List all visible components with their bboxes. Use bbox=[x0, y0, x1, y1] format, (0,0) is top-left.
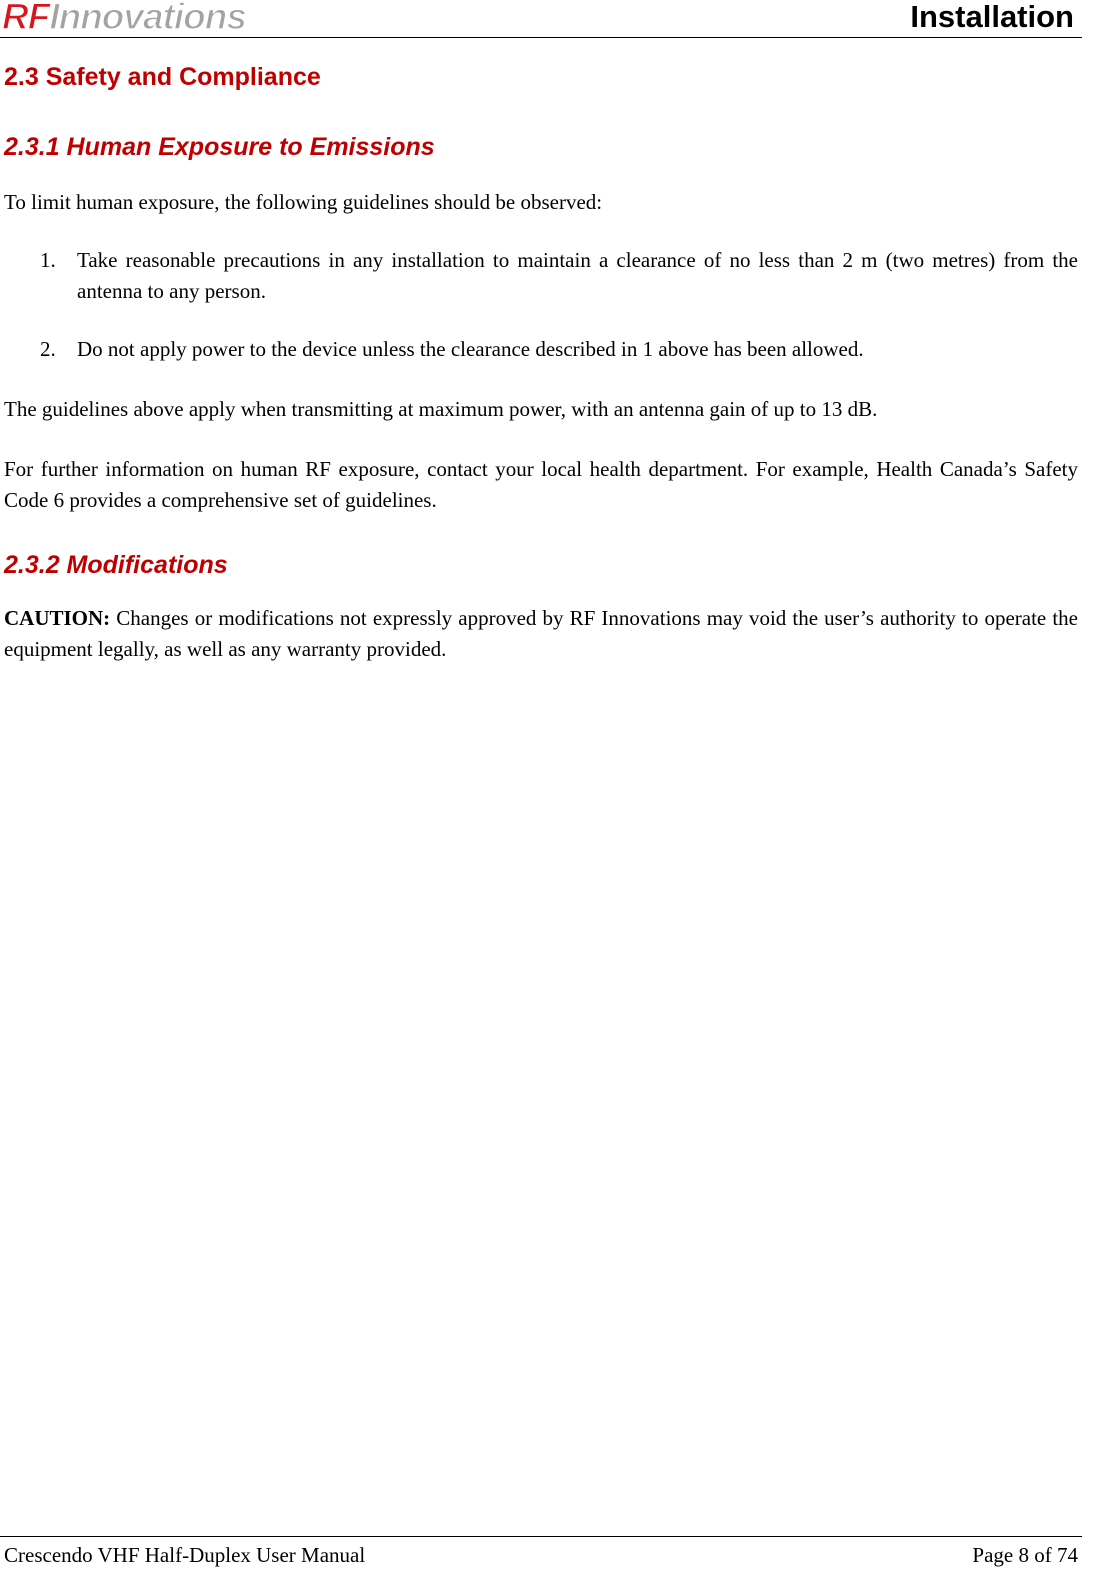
logo-rf-text: RF bbox=[2, 0, 50, 37]
further-info-paragraph: For further information on human RF exposure, contact your local health department. For example, Health Canada’s Safety Code 6 provides a comprehensive set of guidelines. bbox=[4, 457, 1078, 512]
caution-text: Changes or modifications not expressly approved by RF Innovations may void the user’s authority to operate the equipment legally, as well as any warranty provided. bbox=[4, 606, 1078, 661]
list-item bbox=[4, 334, 1078, 365]
header-divider bbox=[0, 37, 1082, 38]
manual-title: Crescendo VHF Half-Duplex User Manual bbox=[4, 1543, 366, 1567]
subsection-heading-exposure: 2.3.1 Human Exposure to Emissions bbox=[4, 133, 435, 161]
page-content bbox=[4, 58, 1078, 665]
logo-innovations-text: Innovations bbox=[49, 0, 246, 37]
footer-divider bbox=[0, 1536, 1082, 1537]
list-item-text: Take reasonable precautions in any installation to maintain a clearance of no less than 2 m (two metres) from the antenna to any person. bbox=[77, 248, 1078, 303]
caution-paragraph bbox=[4, 603, 1078, 665]
guidelines-list bbox=[4, 245, 1078, 365]
page-number: Page 8 of 74 bbox=[972, 1543, 1078, 1567]
list-item bbox=[4, 245, 1078, 307]
caution-label: CAUTION: bbox=[4, 606, 111, 630]
subsection-heading-modifications: 2.3.2 Modifications bbox=[4, 551, 228, 579]
list-item-number: 2. bbox=[40, 337, 56, 361]
chapter-title: Installation bbox=[910, 0, 1074, 34]
company-logo bbox=[2, 0, 246, 37]
list-item-number: 1. bbox=[40, 248, 56, 272]
list-item-text: Do not apply power to the device unless the clearance described in 1 above has been allowed. bbox=[77, 337, 864, 361]
exposure-intro: To limit human exposure, the following guidelines should be observed: bbox=[4, 190, 603, 214]
section-heading: 2.3 Safety and Compliance bbox=[4, 63, 321, 91]
max-power-note: The guidelines above apply when transmitting at maximum power, with an antenna gain of up to 13 dB. bbox=[4, 397, 878, 421]
